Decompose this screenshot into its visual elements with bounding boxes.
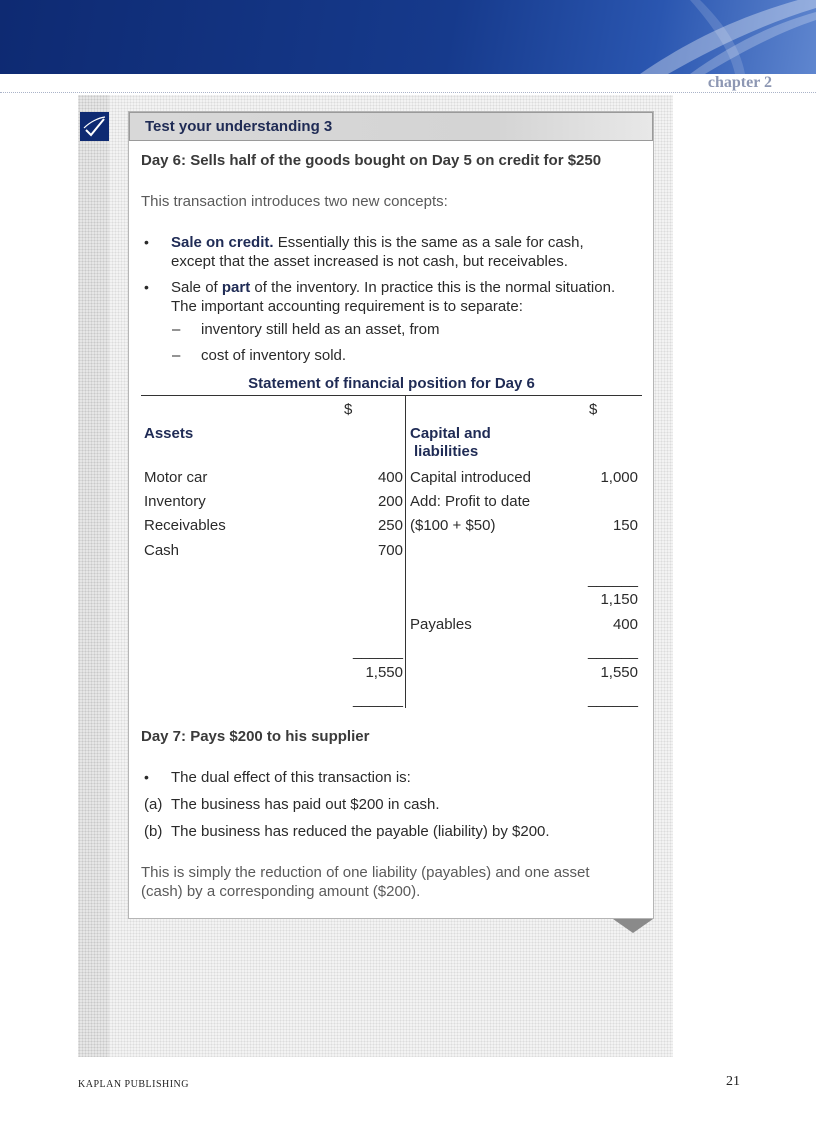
- intro-text: This transaction introduces two new concepts:: [141, 193, 448, 210]
- dash-item-2: cost of inventory sold.: [201, 347, 347, 364]
- bullet2-line1: [171, 279, 615, 296]
- liab-heading-1: Capital and: [410, 425, 491, 442]
- asset-label: Receivables: [144, 517, 226, 534]
- bullet1-line2: except that the asset increased is not cash, but receivables.: [171, 253, 568, 270]
- dash-mark: –: [172, 321, 181, 338]
- payables-value: 400: [612, 616, 638, 633]
- rule-marker: ______: [587, 643, 638, 660]
- bullet2-line2: The important accounting requirement is to separate:: [171, 298, 523, 315]
- asset-value: 200: [377, 493, 403, 510]
- asset-value: 250: [377, 517, 403, 534]
- box-corner-marker: [613, 919, 653, 933]
- check-icon: [80, 112, 109, 141]
- bullet1-line1: [171, 234, 584, 251]
- bullet2-rest: of the inventory. In practice this is the normal situation.: [250, 279, 616, 296]
- bullet-mark: •: [144, 279, 149, 295]
- statement-divider: [405, 395, 406, 708]
- conclusion-line1: This is simply the reduction of one liability (payables) and one asset: [141, 864, 590, 881]
- rule-marker: ______: [352, 691, 403, 708]
- assets-currency: $: [344, 401, 353, 418]
- day7-item-mark: (b): [144, 823, 163, 840]
- bullet2-pre: Sale of: [171, 279, 222, 296]
- day7-heading: Day 7: Pays $200 to his supplier: [141, 728, 370, 745]
- dash-mark: –: [172, 347, 181, 364]
- banner-swoosh: [0, 0, 816, 74]
- rule-marker: ______: [587, 571, 638, 588]
- asset-value: 700: [377, 542, 403, 559]
- liab-label: ($100 + $50): [410, 517, 496, 534]
- header-rule: [0, 92, 816, 93]
- statement-title: Statement of financial position for Day 6: [248, 375, 535, 392]
- liab-subtotal: 1,150: [600, 591, 638, 608]
- rule-marker: ______: [352, 643, 403, 660]
- box-title: Test your understanding 3: [145, 118, 333, 135]
- liab-value: 1,000: [600, 469, 638, 486]
- liab-heading-2: liabilities: [414, 443, 479, 460]
- header-banner: [0, 0, 816, 74]
- day7-item-mark: (a): [144, 796, 163, 813]
- total-assets: 1,550: [365, 664, 403, 681]
- bullet-mark: •: [144, 769, 149, 785]
- asset-label: Motor car: [144, 469, 208, 486]
- asset-label: Inventory: [144, 493, 206, 510]
- bullet2-bold: part: [221, 279, 251, 296]
- box-header: [129, 112, 653, 141]
- bullet1-rest: Essentially this is the same as a sale for cash,: [273, 234, 584, 251]
- day6-heading: Day 6: Sells half of the goods bought on Day 5 on credit for $250: [141, 152, 602, 169]
- chapter-label: chapter 2: [707, 74, 772, 91]
- rule-marker: ______: [587, 691, 638, 708]
- margin-strip: [78, 95, 109, 1057]
- asset-label: Cash: [144, 542, 180, 559]
- conclusion-line2: (cash) by a corresponding amount ($200).: [141, 883, 421, 900]
- liab-value: 150: [612, 517, 638, 534]
- dash-item-1: inventory still held as an asset, from: [201, 321, 440, 338]
- statement-top-rule: [141, 395, 642, 396]
- assets-heading: Assets: [144, 425, 194, 442]
- bullet1-bold: Sale on credit.: [171, 234, 274, 251]
- total-liabilities: 1,550: [600, 664, 638, 681]
- publisher-name: KAPLAN PUBLISHING: [78, 1079, 190, 1090]
- day7-item-text: The business has reduced the payable (liability) by $200.: [171, 823, 550, 840]
- day7-item-text: The business has paid out $200 in cash.: [171, 796, 440, 813]
- day7-bullet: The dual effect of this transaction is:: [171, 769, 411, 786]
- liab-label: Add: Profit to date: [410, 493, 531, 510]
- bullet-mark: •: [144, 234, 149, 250]
- asset-value: 400: [377, 469, 403, 486]
- payables-label: Payables: [410, 616, 472, 633]
- liab-label: Capital introduced: [410, 469, 531, 486]
- liab-currency: $: [589, 401, 598, 418]
- page-number: 21: [726, 1074, 740, 1089]
